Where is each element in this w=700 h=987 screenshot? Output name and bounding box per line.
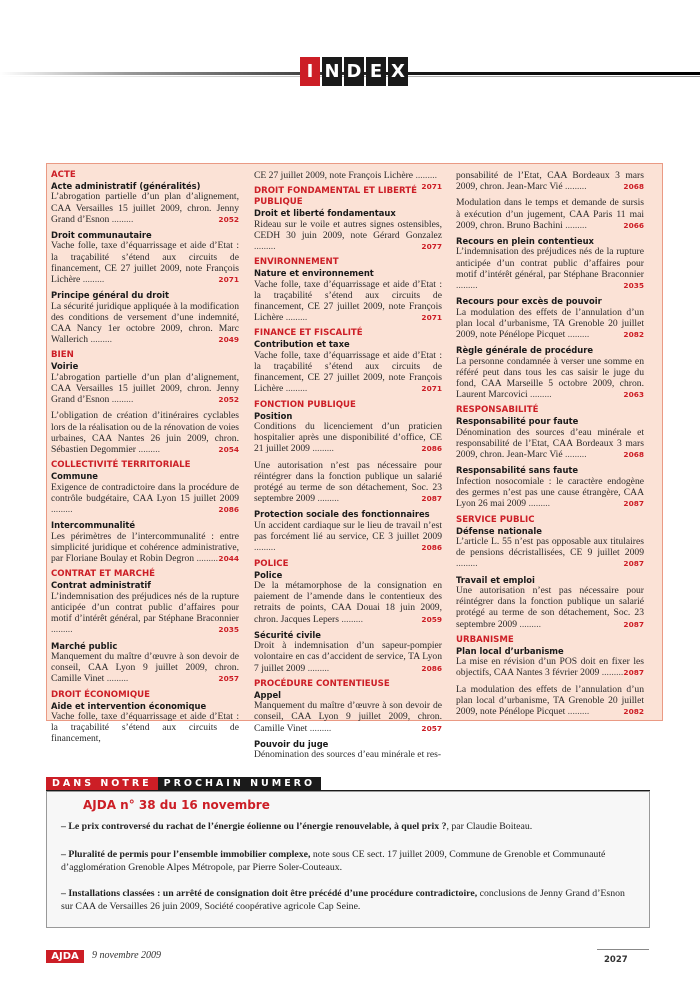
index-column-1: [51, 170, 239, 750]
index-entry[interactable]: [456, 246, 644, 291]
leader-dots: .........: [565, 329, 590, 341]
index-entry-text: De la métamorphose de la consignation en paiement de l’amende dans le contentieux des retraits de points, CAA Douai 18 juin 2009, chron. Jacques Lepers: [254, 579, 442, 625]
page-ref[interactable]: 2057: [218, 674, 239, 684]
next-issue-item-author: note sous CE sect. 17 juillet 2009, Commune de Grenoble et Communauté d’agglomération Grenoble Alpes Métropole, par Pierre Soler-Couteaux.: [61, 849, 606, 873]
index-entry[interactable]: [254, 520, 442, 554]
index-entry[interactable]: [254, 749, 442, 760]
page-ref[interactable]: 2044: [218, 554, 239, 564]
section-heading: COLLECTIVITÉ TERRITORIALE: [51, 460, 191, 471]
subsection-heading: Pouvoir du juge: [254, 738, 329, 749]
index-entry-text: La mise en révision d’un POS doit en fixer les objectifs, CAA Nantes 3 février 2009: [456, 656, 644, 679]
section-heading: URBANISME: [456, 634, 514, 645]
leader-dots: .........: [517, 618, 541, 630]
next-issue-header: [46, 777, 650, 791]
subsection-heading: Recours en plein contentieux: [456, 236, 594, 247]
index-entry[interactable]: [254, 580, 442, 625]
index-entry-text: Infection nosocomiale : le caractère endogène des germes n’est pas une cause étrangère, CAA Lyon 26 mai 2009: [456, 475, 644, 510]
index-entry[interactable]: [51, 240, 239, 285]
index-letter: X: [388, 57, 408, 86]
index-entry[interactable]: [456, 170, 644, 192]
leader-dots: .........: [88, 334, 113, 346]
page-ref[interactable]: 2086: [218, 505, 239, 515]
index-entry-text: Rideau sur le voile et autres signes ostensibles, CEDH 30 juin 2009, note Gérard Gonzalez: [254, 218, 442, 241]
page-ref[interactable]: 2057: [421, 723, 442, 733]
subsection-heading: Acte administratif (généralités): [51, 181, 201, 191]
section-heading: DROIT ÉCONOMIQUE: [51, 689, 150, 700]
index-entry-text: Modulation dans le temps et demande de sursis à exécution d’un jugement, CAA Paris 11 mai 2009, chron. Bruno Bachini: [456, 197, 644, 231]
index-entry[interactable]: [51, 651, 239, 685]
index-entry-text: Manquement du maître d’œuvre à son devoir de conseil, CAA Lyon 9 juillet 2009, chron. Camille Vinet: [254, 700, 442, 734]
index-entry[interactable]: [456, 656, 644, 678]
page-ref[interactable]: 2086: [421, 663, 442, 673]
footer-rule: [597, 949, 649, 950]
index-letter: D: [344, 57, 364, 86]
next-issue-item: [61, 888, 631, 913]
leader-dots: .........: [51, 504, 73, 516]
leader-dots: .........: [194, 553, 219, 565]
section-heading: PROCÉDURE CONTENTIEUSE: [254, 678, 390, 689]
index-entry-text: L’indemnisation des préjudices nés de la rupture anticipée d’un contrat public d’affaires pour motif d’intérêt général, par Stéphane Braconnier: [51, 590, 239, 625]
index-entry[interactable]: [51, 410, 239, 455]
index-box: [46, 163, 663, 761]
page-ref[interactable]: 2071: [218, 275, 239, 285]
index-entry-text: Vache folle, taxe d’équarrissage et aide d’Etat : la traçabilité s’étend aux circuits de financement, CE 27 juillet 2009, note François Lichère: [254, 349, 442, 395]
index-entry-text: Manquement du maître d’œuvre à son devoir de conseil, CAA Lyon 9 juillet 2009, chron. Camille Vinet: [51, 650, 239, 685]
index-title: [300, 57, 410, 86]
index-entry-text: CE 27 juillet 2009, note François Lichère: [254, 170, 414, 181]
page-ref[interactable]: 2087: [421, 494, 442, 504]
index-entry[interactable]: [51, 372, 239, 406]
index-entry-text: Conditions du licenciement d’un praticien hospitalier après une disponibilité d’office, CE 21 juillet 2009: [254, 421, 442, 455]
leader-dots: .........: [562, 181, 587, 193]
section-heading: RESPONSABILITÉ: [456, 405, 539, 416]
leader-dots: .........: [254, 542, 276, 554]
page-ref[interactable]: 2071: [421, 384, 442, 394]
leader-dots: .........: [136, 444, 160, 456]
leader-dots: .........: [527, 389, 552, 401]
next-issue: [46, 777, 650, 912]
index-entry-text: Exigence de contradictoire dans la procédure de contrôle budgétaire, CAA Lyon 15 juillet 2009: [51, 481, 239, 504]
leader-dots: .........: [562, 449, 587, 461]
index-entry-text: Un accident cardiaque sur le lieu de travail n’est pas forcément lié au service, CE 3 juillet 2009: [254, 519, 442, 543]
subsection-heading: Défense nationale: [456, 525, 542, 536]
next-issue-item-author: , par Claudie Boiteau.: [446, 821, 533, 832]
next-issue-item: [61, 849, 631, 874]
page-ref[interactable]: 2082: [623, 330, 644, 340]
page-ref[interactable]: 2052: [218, 395, 239, 405]
index-entry[interactable]: [456, 684, 644, 718]
section-heading: DROIT FONDAMENTAL ET LIBERTÉ PUBLIQUE: [254, 186, 417, 208]
page-ref[interactable]: 2071: [421, 182, 442, 192]
index-entry[interactable]: [254, 350, 442, 395]
index-entry[interactable]: [51, 591, 239, 636]
leader-dots: .........: [338, 613, 363, 625]
leader-dots: .........: [254, 241, 276, 253]
index-entry-text: L’abrogation partielle d’un plan d’alignement, CAA Versailles 15 juillet 2009, chron. Jenny Grand d’Esnon: [51, 191, 239, 225]
leader-dots: .........: [80, 274, 105, 286]
index-entry-text: Les périmètres de l’intercommunalité : entre simplicité juridique et cohérence administrative, par Floriane Boulay et Robin Degron: [51, 530, 239, 565]
subsection-heading: Droit communautaire: [51, 230, 152, 241]
index-entry[interactable]: [254, 460, 442, 505]
leader-dots: .........: [526, 498, 551, 510]
next-issue-item-title: – Le prix controversé du rachat de l’énergie éolienne ou l’énergie renouvelable, à quel prix ?: [61, 821, 447, 832]
index-entry-text: L’article L. 55 n’est pas opposable aux titulaires de pensions décristallisées, CE 9 juillet 2009: [456, 535, 644, 559]
subsection-heading: Recours pour excès de pouvoir: [456, 296, 602, 307]
leader-dots: .........: [565, 705, 590, 717]
subsection-heading: Appel: [254, 689, 282, 700]
subsection-heading: Travail et emploi: [456, 574, 535, 585]
leader-dots: .........: [309, 443, 334, 455]
index-entry[interactable]: [51, 301, 239, 346]
page-ref[interactable]: 2052: [218, 214, 239, 224]
next-issue-label-b: PROCHAIN NUMERO: [158, 777, 321, 791]
index-entry[interactable]: [456, 476, 644, 510]
section-heading: SERVICE PUBLIC: [456, 514, 535, 525]
next-issue-title: AJDA n° 38 du 16 novembre: [83, 798, 270, 812]
section-heading: FINANCE ET FISCALITÉ: [254, 328, 363, 339]
subsection-heading: Règle générale de procédure: [456, 345, 594, 356]
index-entry[interactable]: [51, 191, 239, 225]
page-ref[interactable]: 2082: [623, 706, 644, 716]
page-ref[interactable]: 2068: [623, 182, 644, 192]
subsection-heading: Responsabilité pour faute: [456, 416, 579, 427]
index-entry-text: Vache folle, taxe d’équarrissage et aide d’Etat : la traçabilité s’étend aux circuits de financement, CE 27 juillet 2009, note François Lichère: [51, 240, 239, 286]
leader-dots: .........: [109, 394, 134, 406]
index-entry[interactable]: [456, 585, 644, 630]
index-entry[interactable]: [254, 170, 442, 192]
index-entry[interactable]: [456, 307, 644, 341]
subsection-heading: Sécurité civile: [254, 629, 321, 640]
next-issue-item-title: – Pluralité de permis pour l’ensemble immobilier complexe,: [61, 849, 311, 860]
page-ref[interactable]: 2066: [623, 220, 644, 230]
page-ref[interactable]: 2086: [421, 543, 442, 553]
subsection-heading: Position: [254, 410, 293, 421]
index-entry-text: Dénomination des sources d’eau minérale et responsabilité de l’Etat, CAA Bordeaux 3 mars 2009, chron. Jean-Marc Vié: [456, 426, 644, 461]
next-issue-item-author: conclusions de Jenny Grand d’Esnon sur CAA de Versailles 26 juin 2009, Société coopérative agricole Cap Seine.: [61, 888, 625, 912]
page-ref[interactable]: 2063: [623, 390, 644, 400]
leader-dots: .........: [562, 219, 587, 231]
index-column-3: [456, 170, 644, 722]
subsection-heading: Protection sociale des fonctionnaires: [254, 509, 430, 520]
section-heading: FONCTION PUBLIQUE: [254, 399, 356, 410]
page-ref[interactable]: 2087: [623, 619, 644, 629]
index-entry-text: Droit à indemnisation d’un sapeur-pompier volontaire en cas d’accident de service, TA Lyon 7 juillet 2009: [254, 640, 442, 674]
index-entry[interactable]: [51, 711, 239, 745]
subsection-heading: Voirie: [51, 361, 79, 372]
index-entry-text: La modulation des effets de l’annulation d’un plan local d’urbanisme, TA Grenoble 20 juillet 2009, note Pénélope Picquet: [456, 306, 644, 341]
index-entry[interactable]: [254, 219, 442, 253]
index-letter: E: [366, 57, 386, 86]
page-ref[interactable]: 2077: [421, 242, 442, 252]
page-ref[interactable]: 2049: [218, 335, 239, 345]
index-entry-text: La modulation des effets de l’annulation d’un plan local d’urbanisme, TA Grenoble 20 juillet 2009, note Pénélope Picquet: [456, 683, 644, 717]
page-ref[interactable]: 2087: [623, 559, 644, 569]
index-letter: I: [300, 57, 320, 86]
leader-dots: .........: [109, 213, 134, 225]
subsection-heading: Marché public: [51, 640, 118, 651]
index-entry-text: Vache folle, taxe d’équarrissage et aide d’Etat : la traçabilité s’étend aux circuits de financement, CE 27 juillet 2009, note François Lichère: [254, 278, 442, 324]
section-heading: POLICE: [254, 558, 289, 569]
index-column-2: [254, 170, 442, 765]
subsection-heading: Contrat administratif: [51, 580, 151, 591]
index-entry[interactable]: [254, 279, 442, 324]
index-entry-text: La personne condamnée à verser une somme en référé peut dans tous les cas saisir le juge du fond, CAA Marseille 5 octobre 2009, chron. Laurent Marcovici: [456, 355, 644, 401]
index-entry[interactable]: [456, 427, 644, 461]
index-entry-text: Une autorisation n’est pas nécessaire pour réintégrer dans la fonction publique un salarié protégé au terme de son détachement, Soc. 23 septembre 2009: [254, 459, 442, 505]
section-heading: ENVIRONNEMENT: [254, 257, 339, 268]
page-ref[interactable]: 2087: [623, 499, 644, 509]
subsection-heading: Droit et liberté fondamentaux: [254, 208, 396, 219]
section-heading: ACTE: [51, 170, 76, 180]
index-entry-text: L’indemnisation des préjudices nés de la rupture anticipée d’un contrat public d’affaires pour motif d’intérêt général, par Stéphane Braconnier: [456, 246, 644, 280]
subsection-heading: Police: [254, 569, 283, 580]
next-issue-item: [61, 821, 631, 834]
page-ref[interactable]: 2087: [623, 668, 644, 678]
page-ref[interactable]: 2086: [421, 444, 442, 454]
subsection-heading: Plan local d’urbanisme: [456, 645, 564, 656]
leader-dots: .........: [283, 383, 308, 395]
next-issue-label-a: DANS NOTRE: [46, 777, 158, 791]
index-entry-text: Vache folle, taxe d’équarrissage et aide d’Etat : la traçabilité s’étend aux circuits de financement,: [51, 710, 239, 745]
section-heading: CONTRAT ET MARCHÉ: [51, 569, 156, 580]
subsection-heading: Commune: [51, 471, 98, 482]
page-ref[interactable]: 2059: [421, 614, 442, 624]
leader-dots: .........: [305, 662, 330, 674]
index-entry[interactable]: [254, 640, 442, 674]
subsection-heading: Intercommunalité: [51, 520, 136, 531]
leader-dots: .........: [307, 722, 332, 734]
index-entry[interactable]: [456, 536, 644, 570]
leader-dots: .........: [283, 312, 308, 324]
page-ref[interactable]: 2054: [218, 445, 239, 455]
leader-dots: .........: [315, 493, 339, 505]
index-entry[interactable]: [254, 421, 442, 455]
page-ref[interactable]: 2071: [421, 313, 442, 323]
page-ref[interactable]: 2068: [623, 450, 644, 460]
footer-date: 9 novembre 2009: [92, 950, 162, 961]
leader-dots: .........: [456, 558, 478, 570]
index-entry-text: L’obligation de création d’itinéraires cyclables lors de la réalisation ou de la rénovation de voies urbaines, CAA Nantes 26 juin 2009, chron. Sébastien Degommier: [51, 410, 239, 456]
index-entry-text: La sécurité juridique appliquée à la modification des conditions de versement d’une indemnité, CAA Nancy 1er octobre 2009, chron. Marc Wallerich: [51, 300, 239, 346]
page-ref[interactable]: 2035: [623, 281, 644, 291]
leader-dots: .........: [456, 280, 478, 292]
index-letter: N: [322, 57, 342, 86]
subsection-heading: Nature et environnement: [254, 268, 374, 279]
leader-dots: .........: [51, 624, 73, 636]
next-issue-item-title: – Installations classées : un arrêté de consignation doit être précédé d’une procédure contradictoire,: [61, 888, 478, 899]
subsection-heading: Aide et intervention économique: [51, 700, 207, 711]
leader-dots: .........: [413, 170, 438, 181]
page-number: 2027: [604, 955, 628, 965]
index-entry[interactable]: [51, 482, 239, 516]
index-entry-text: Une autorisation n’est pas nécessaire pour réintégrer dans la fonction publique un salarié protégé au terme de son détachement, Soc. 23 septembre 2009: [456, 584, 644, 630]
leader-dots: .........: [599, 667, 624, 679]
ajda-logo: AJDA: [46, 950, 84, 963]
index-entry[interactable]: [456, 356, 644, 401]
subsection-heading: Principe général du droit: [51, 290, 170, 301]
index-entry-text: L’abrogation partielle d’un plan d’alignement, CAA Versailles 15 juillet 2009, chron. Jenny Grand d’Esnon: [51, 371, 239, 406]
page-ref[interactable]: 2035: [218, 625, 239, 635]
subsection-heading: Responsabilité sans faute: [456, 465, 579, 476]
index-entry[interactable]: [254, 700, 442, 734]
index-entry-text: ponsabilité de l’Etat, CAA Bordeaux 3 mars 2009, chron. Jean-Marc Vié: [456, 170, 644, 193]
subsection-heading: Contribution et taxe: [254, 339, 350, 350]
section-heading: BIEN: [51, 350, 74, 361]
index-entry-text: Dénomination des sources d’eau minérale et res-: [254, 749, 442, 761]
leader-dots: .........: [104, 673, 129, 685]
index-entry[interactable]: [456, 197, 644, 231]
index-entry[interactable]: [51, 531, 239, 565]
next-issue-box: [46, 791, 650, 928]
